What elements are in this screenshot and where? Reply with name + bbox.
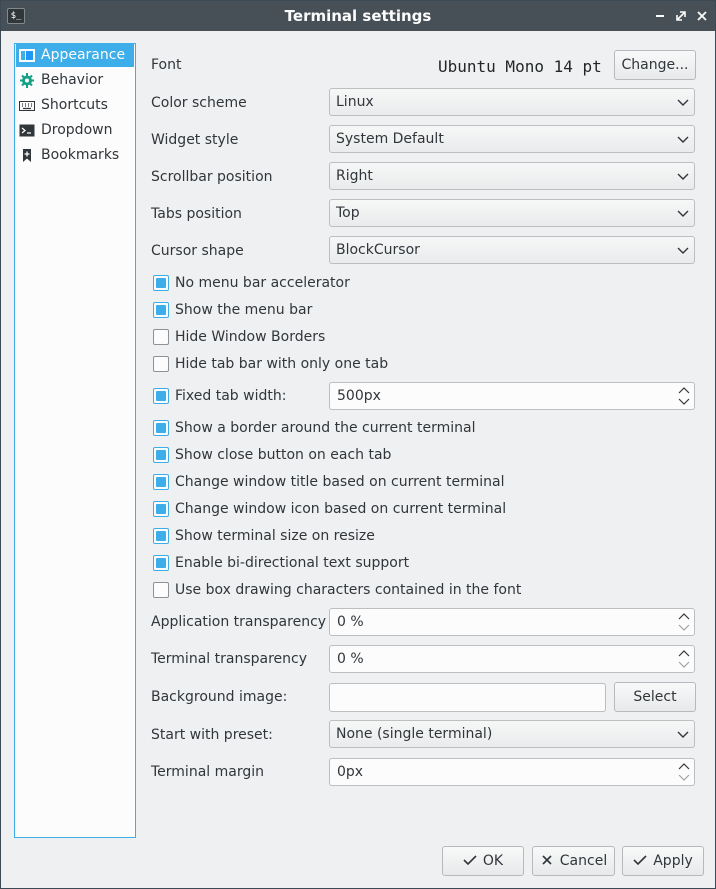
spin-up-icon[interactable] (677, 384, 691, 396)
select-value: Linux (336, 94, 374, 110)
cursor-shape-select[interactable] (329, 236, 695, 264)
font-label: Font (151, 57, 182, 73)
close-button-label[interactable]: Show close button on each tab (175, 447, 392, 463)
spin-down-icon[interactable] (677, 659, 691, 671)
appearance-icon (19, 48, 35, 63)
background-image-label: Background image: (151, 689, 288, 705)
sidebar-item-appearance[interactable] (16, 44, 134, 67)
spin-up-icon[interactable] (677, 647, 691, 659)
ok-button[interactable] (442, 846, 524, 876)
spinbox-value: 0px (337, 764, 364, 780)
icon-current-checkbox[interactable] (153, 501, 169, 517)
check-icon (633, 853, 647, 867)
sidebar-item-behavior[interactable] (16, 69, 134, 92)
terminal-margin-label: Terminal margin (151, 764, 264, 780)
sidebar-item-label: Bookmarks (41, 147, 120, 163)
chevron-down-icon (676, 95, 690, 109)
sidebar-item-label: Dropdown (41, 122, 113, 138)
apply-button[interactable] (622, 846, 704, 876)
change-font-button[interactable]: Change... (614, 50, 696, 80)
cancel-button[interactable] (532, 846, 615, 876)
minimize-icon[interactable] (653, 9, 667, 23)
sidebar-item-dropdown[interactable] (16, 119, 134, 142)
app-transparency-label: Application transparency (151, 614, 327, 630)
sidebar-item-shortcuts[interactable] (16, 94, 134, 117)
keyboard-icon (19, 98, 35, 113)
widget-style-label: Widget style (151, 132, 239, 148)
close-icon[interactable] (695, 9, 709, 23)
apply-label: Apply (653, 853, 693, 869)
color-scheme-label: Color scheme (151, 95, 247, 111)
term-transparency-label: Terminal transparency (151, 651, 307, 667)
app-terminal-icon: $_ (7, 8, 25, 24)
cancel-label: Cancel (559, 853, 608, 869)
sidebar-item-label: Shortcuts (41, 97, 108, 113)
select-value: Top (336, 205, 360, 221)
spinbox-value: 0 % (337, 614, 364, 630)
size-resize-label[interactable]: Show terminal size on resize (175, 528, 375, 544)
sidebar-item-bookmarks[interactable] (16, 144, 134, 167)
title-current-checkbox[interactable] (153, 474, 169, 490)
bookmark-icon (19, 148, 35, 163)
select-value: BlockCursor (336, 242, 420, 258)
box-drawing-checkbox[interactable] (153, 582, 169, 598)
font-value: Ubuntu Mono 14 pt (438, 57, 602, 76)
restore-icon[interactable] (674, 9, 688, 23)
border-current-label[interactable]: Show a border around the current terminal (175, 420, 476, 436)
chevron-down-icon (676, 132, 690, 146)
bidi-checkbox[interactable] (153, 555, 169, 571)
no-menu-accel-label[interactable]: No menu bar accelerator (175, 275, 350, 291)
title-bar[interactable] (1, 1, 715, 31)
start-preset-select[interactable] (329, 720, 695, 748)
fixed-tab-width-label[interactable]: Fixed tab width: (175, 388, 287, 404)
select-value: None (single terminal) (336, 726, 493, 742)
bidi-label[interactable]: Enable bi-directional text support (175, 555, 410, 571)
show-menu-bar-label[interactable]: Show the menu bar (175, 302, 313, 318)
spin-up-icon[interactable] (677, 760, 691, 772)
tabs-position-label: Tabs position (151, 206, 242, 222)
spin-down-icon[interactable] (677, 772, 691, 784)
hide-tab-bar-checkbox[interactable] (153, 356, 169, 372)
background-image-input[interactable] (329, 683, 606, 712)
terminal-icon (19, 123, 35, 138)
select-value: Right (336, 168, 373, 184)
term-transparency-spinbox[interactable] (329, 645, 695, 673)
window-title: Terminal settings (284, 7, 432, 25)
tabs-position-select[interactable] (329, 199, 695, 227)
gear-icon (19, 73, 35, 88)
ok-label: OK (482, 853, 504, 869)
hide-window-borders-checkbox[interactable] (153, 329, 169, 345)
terminal-margin-spinbox[interactable] (329, 758, 695, 786)
spinbox-value: 500px (337, 388, 381, 404)
icon-current-label[interactable]: Change window icon based on current terminal (175, 501, 507, 517)
fixed-tab-width-checkbox[interactable] (153, 388, 169, 404)
settings-sidebar (14, 43, 136, 838)
size-resize-checkbox[interactable] (153, 528, 169, 544)
hide-window-borders-label[interactable]: Hide Window Borders (175, 329, 326, 345)
no-menu-accel-checkbox[interactable] (153, 275, 169, 291)
close-button-checkbox[interactable] (153, 447, 169, 463)
title-current-label[interactable]: Change window title based on current terminal (175, 474, 505, 490)
start-preset-label: Start with preset: (151, 727, 273, 743)
widget-style-select[interactable] (329, 125, 695, 153)
show-menu-bar-checkbox[interactable] (153, 302, 169, 318)
border-current-checkbox[interactable] (153, 420, 169, 436)
spin-down-icon[interactable] (677, 396, 691, 408)
scrollbar-position-select[interactable] (329, 162, 695, 190)
spinbox-value: 0 % (337, 651, 364, 667)
hide-tab-bar-label[interactable]: Hide tab bar with only one tab (175, 356, 389, 372)
cursor-shape-label: Cursor shape (151, 243, 244, 259)
fixed-tab-width-spinbox[interactable] (329, 382, 695, 410)
spin-up-icon[interactable] (677, 610, 691, 622)
sidebar-item-label: Behavior (41, 72, 104, 88)
scrollbar-position-label: Scrollbar position (151, 169, 273, 185)
app-transparency-spinbox[interactable] (329, 608, 695, 636)
color-scheme-select[interactable] (329, 88, 695, 116)
spin-down-icon[interactable] (677, 622, 691, 634)
check-icon (463, 853, 477, 867)
chevron-down-icon (676, 727, 690, 741)
select-value: System Default (336, 131, 444, 147)
chevron-down-icon (676, 169, 690, 183)
sidebar-item-label: Appearance (41, 47, 126, 63)
select-image-button[interactable]: Select (614, 682, 696, 712)
chevron-down-icon (676, 206, 690, 220)
chevron-down-icon (676, 243, 690, 257)
cancel-icon (540, 853, 554, 867)
box-drawing-label[interactable]: Use box drawing characters contained in the font (175, 582, 522, 598)
